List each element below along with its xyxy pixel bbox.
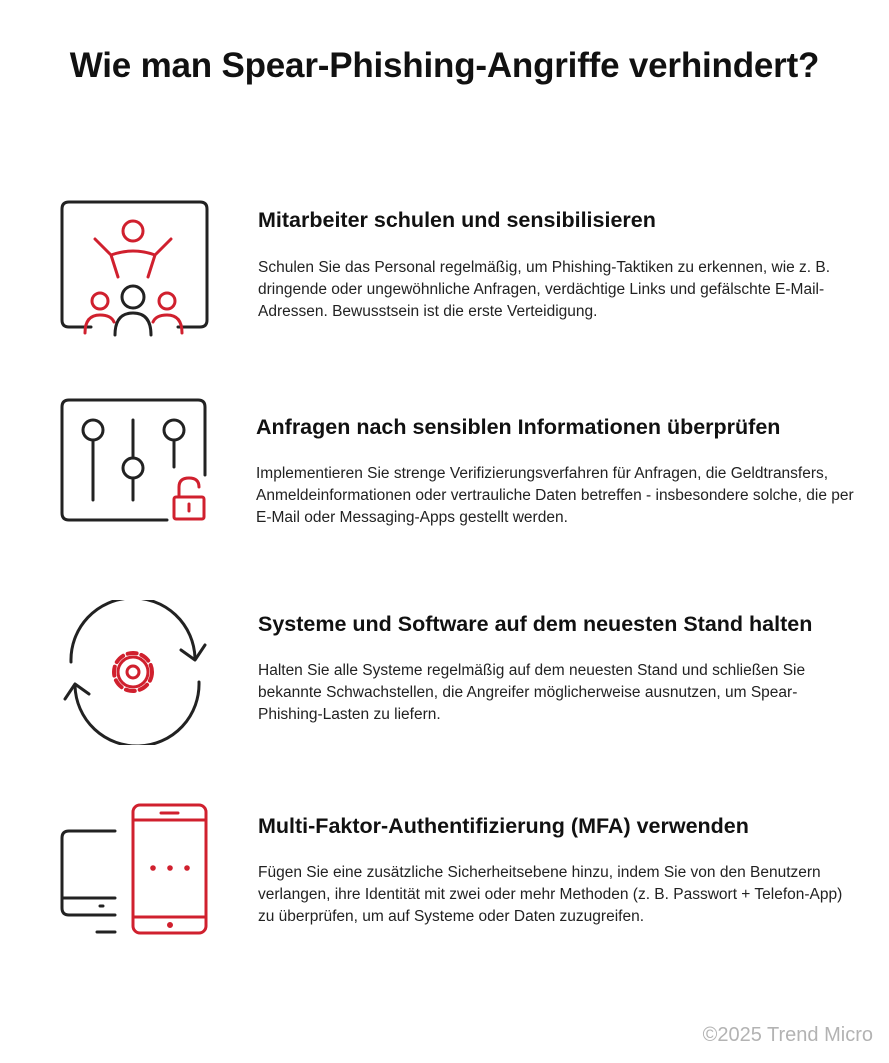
tip-text: Fügen Sie eine zusätzliche Sicherheitsebene hinzu, indem Sie von den Benutzern verlangen, ihre Identität mit zwei oder mehr Methoden (z. B. Passwort + Telefon-App) zu überprüfen, um auf Systeme oder Daten zuzugreifen. bbox=[258, 864, 843, 925]
tip-item-update bbox=[0, 600, 889, 745]
update-gear-icon bbox=[55, 600, 215, 745]
tip-item-training bbox=[0, 195, 889, 345]
copyright: ©2025 Trend Micro bbox=[702, 1024, 873, 1046]
tip-text: Halten Sie alle Systeme regelmäßig auf dem neuesten Stand und schließen Sie bekannte Schwachstellen, die Angreifer möglicherweise ausnutzen, um Spear-Phishing-Lasten zu liefern. bbox=[258, 662, 806, 723]
tip-heading: Anfragen nach sensiblen Informationen überprüfen bbox=[256, 415, 781, 439]
tip-heading: Mitarbeiter schulen und sensibilisieren bbox=[258, 208, 656, 232]
training-people-icon bbox=[55, 195, 215, 345]
tip-text: Implementieren Sie strenge Verifizierungsverfahren für Anfragen, die Geldtransfers, Anmeldeinformationen oder vertrauliche Daten betreffen - insbesondere solche, die per E-Mail oder Messaging-Apps gestellt werden. bbox=[256, 465, 854, 526]
tip-heading: Systeme und Software auf dem neuesten Stand halten bbox=[258, 612, 813, 636]
monitor-phone-icon bbox=[55, 800, 215, 950]
tip-item-verify bbox=[0, 395, 889, 530]
tip-text: Schulen Sie das Personal regelmäßig, um Phishing-Taktiken zu erkennen, wie z. B. dringende oder ungewöhnliche Anfragen, verdächtige Links und gefälschte E-Mail-Adressen. Bewusstsein ist die erste Verteidigung. bbox=[258, 259, 831, 320]
page-title: Wie man Spear-Phishing-Angriffe verhindert? bbox=[69, 46, 820, 85]
tip-heading: Multi-Faktor-Authentifizierung (MFA) verwenden bbox=[258, 814, 749, 838]
sliders-lock-icon bbox=[55, 395, 215, 530]
tip-item-mfa bbox=[0, 800, 889, 950]
